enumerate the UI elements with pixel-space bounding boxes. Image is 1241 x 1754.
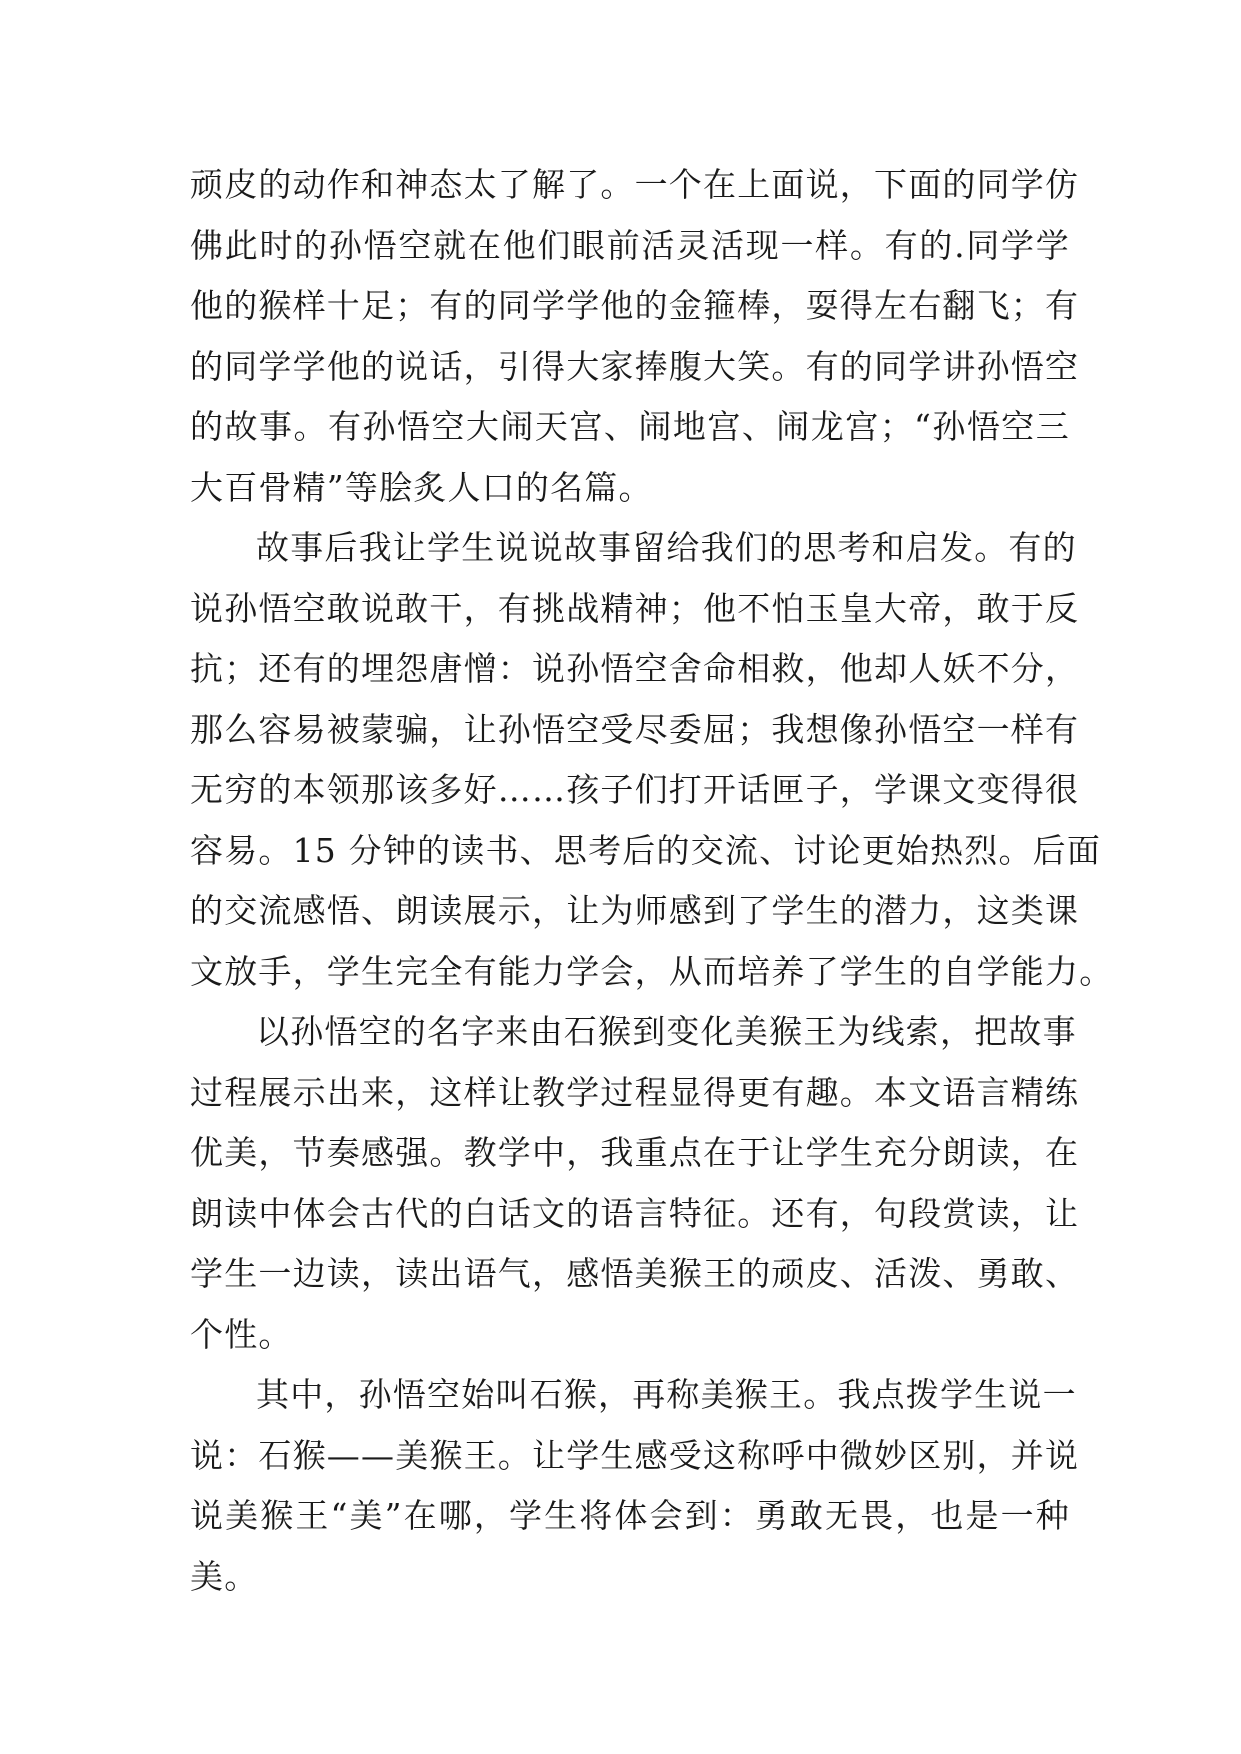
paragraph [190, 1365, 1080, 1607]
text-line: 说孙悟空敢说敢干，有挑战精神；他不怕玉皇大帝，敢于反 [190, 588, 1080, 628]
text-line: 佛此时的孙悟空就在他们眼前活灵活现一样。有的.同学学 [190, 225, 1070, 265]
text-line: 个性。 [190, 1314, 293, 1354]
text-line: 美。 [190, 1556, 259, 1596]
text-line: 说美猴王“美”在哪，学生将体会到：勇敢无畏，也是一种 [190, 1496, 1070, 1535]
text-line: 抗；还有的埋怨唐憎：说孙悟空舍命相救，他却人妖不分， [190, 649, 1080, 688]
text-line: 朗读中体会古代的白话文的语言特征。还有，句段赏读，让 [190, 1193, 1080, 1233]
paragraph [190, 518, 1114, 1002]
text-line: 文放手，学生完全有能力学会，从而培养了学生的自学能力。 [190, 951, 1114, 991]
text-line: 顽皮的动作和神态太了解了。一个在上面说，下面的同学仿 [190, 165, 1080, 204]
text-line: 优美，节奏感强。教学中，我重点在于让学生充分朗读，在 [190, 1133, 1080, 1172]
paragraph [190, 155, 1080, 518]
text-line: 其中，孙悟空始叫石猴，再称美猴王。我点拨学生说一 [256, 1375, 1077, 1414]
text-line: 故事后我让学生说说故事留给我们的思考和启发。有的 [256, 528, 1077, 567]
text-line: 的同学学他的说话，引得大家捧腹大笑。有的同学讲孙悟空 [190, 346, 1080, 386]
text-line: 大百骨精”等脍炙人口的名篇。 [190, 467, 653, 507]
text-line: 那么容易被蒙骗，让孙悟空受尽委屈；我想像孙悟空一样有 [190, 709, 1080, 749]
paragraph [190, 1002, 1080, 1365]
text-line: 的交流感悟、朗读展示，让为师感到了学生的潜力，这类课 [190, 891, 1080, 930]
text-line: 容易。15 分钟的读书、思考后的交流、讨论更始热烈。后面 [190, 830, 1102, 870]
text-line: 他的猴样十足；有的同学学他的金箍棒，耍得左右翻飞；有 [190, 286, 1080, 325]
document-body [190, 155, 1114, 1607]
text-line: 说：石猴——美猴王。让学生感受这称呼中微妙区别，并说 [190, 1435, 1080, 1475]
text-line: 以孙悟空的名字来由石猴到变化美猴王为线索，把故事 [256, 1012, 1077, 1051]
text-line: 的故事。有孙悟空大闹天宫、闹地宫、闹龙宫；“孙悟空三 [190, 407, 1070, 446]
text-line: 过程展示出来，这样让教学过程显得更有趣。本文语言精练 [190, 1072, 1080, 1112]
text-line: 无穷的本领那该多好……孩子们打开话匣子，学课文变得很 [190, 770, 1080, 809]
text-line: 学生一边读，读出语气，感悟美猴王的顽皮、活泼、勇敢、 [190, 1254, 1080, 1293]
